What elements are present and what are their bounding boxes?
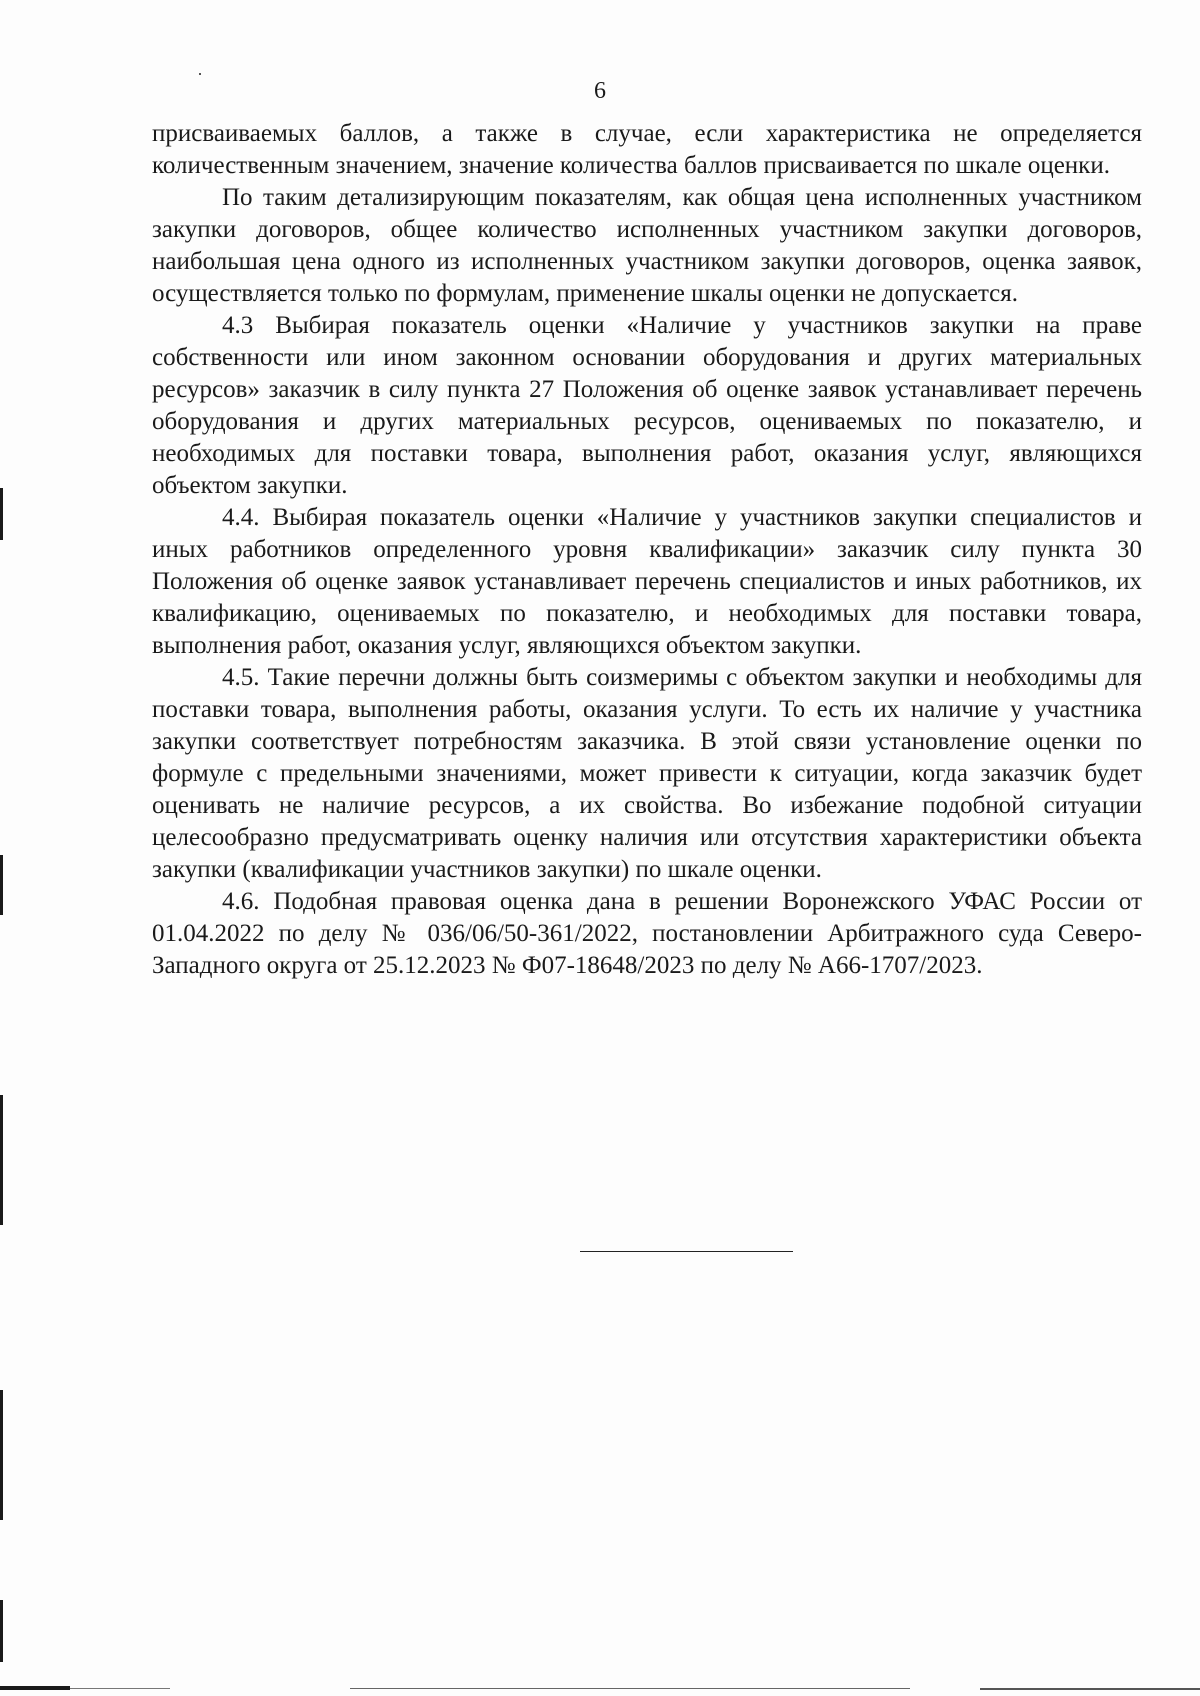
paragraph-4-6: 4.6. Подобная правовая оценка дана в решении Воронежского УФАС России от 01.04.2022 по делу № 036/06/50-361/2022, постановлении Арбитражного суда Северо-Западного округа от 25.12.2023 № Ф07-18648/2023 по делу № А66-1707/2023. [152,888,1142,979]
scan-edge-mark [0,488,3,540]
paragraph-formulas: По таким детализирующим показателям, как общая цена исполненных участником закупки договоров, общее количество исполненных участником закупки договоров, наибольшая цена одного из исполненных участником закупки договоров, оценка заявок, осуществляется только по формулам, применение шкалы оценки не допускается. [152,184,1142,307]
scan-edge-mark [0,1095,3,1225]
scan-speck [199,73,201,75]
scan-edge-mark [0,855,3,915]
scan-bottom-mark [70,1688,170,1689]
scan-bottom-mark [980,1688,1200,1690]
paragraph-4-4: 4.4. Выбирая показатель оценки «Наличие у участников закупки специалистов и иных работников определенного уровня квалификации» заказчик силу пункта 30 Положения об оценке заявок устанавливает перечень специалистов и иных работников, их квалификацию, оцениваемых по показателю, и необходимых для поставки товара, выполнения работ, оказания услуг, являющихся объектом закупки. [152,504,1142,659]
scan-bottom-mark [350,1688,910,1689]
document-body [152,118,1142,982]
paragraph-continuation: присваиваемых баллов, а также в случае, если характеристика не определяется количественным значением, значение количества баллов присваивается по шкале оценки. [152,120,1142,179]
paragraph-4-3: 4.3 Выбирая показатель оценки «Наличие у участников закупки на праве собственности или ином законном основании оборудования и других материальных ресурсов» заказчик в силу пункта 27 Положения об оценке заявок устанавливает перечень оборудования и других материальных ресурсов, оцениваемых по показателю, и необходимых для поставки товара, выполнения работ, оказания услуг, являющихся объектом закупки. [152,312,1142,499]
scan-edge-mark [0,1600,3,1662]
page-number: 6 [594,78,606,104]
scan-bottom-mark [0,1686,70,1690]
scan-edge-mark [0,1390,3,1520]
end-of-document-rule [580,1251,793,1252]
paragraph-4-5: 4.5. Такие перечни должны быть соизмеримы с объектом закупки и необходимы для поставки товара, выполнения работы, оказания услуги. То есть их наличие у участника закупки соответствует потребностям заказчика. В этой связи установление оценки по формуле с предельными значениями, может привести к ситуации, когда заказчик будет оценивать не наличие ресурсов, а их свойства. Во избежание подобной ситуации целесообразно предусматривать оценку наличия или отсутствия характеристики объекта закупки (квалификации участников закупки) по шкале оценки. [152,664,1142,883]
